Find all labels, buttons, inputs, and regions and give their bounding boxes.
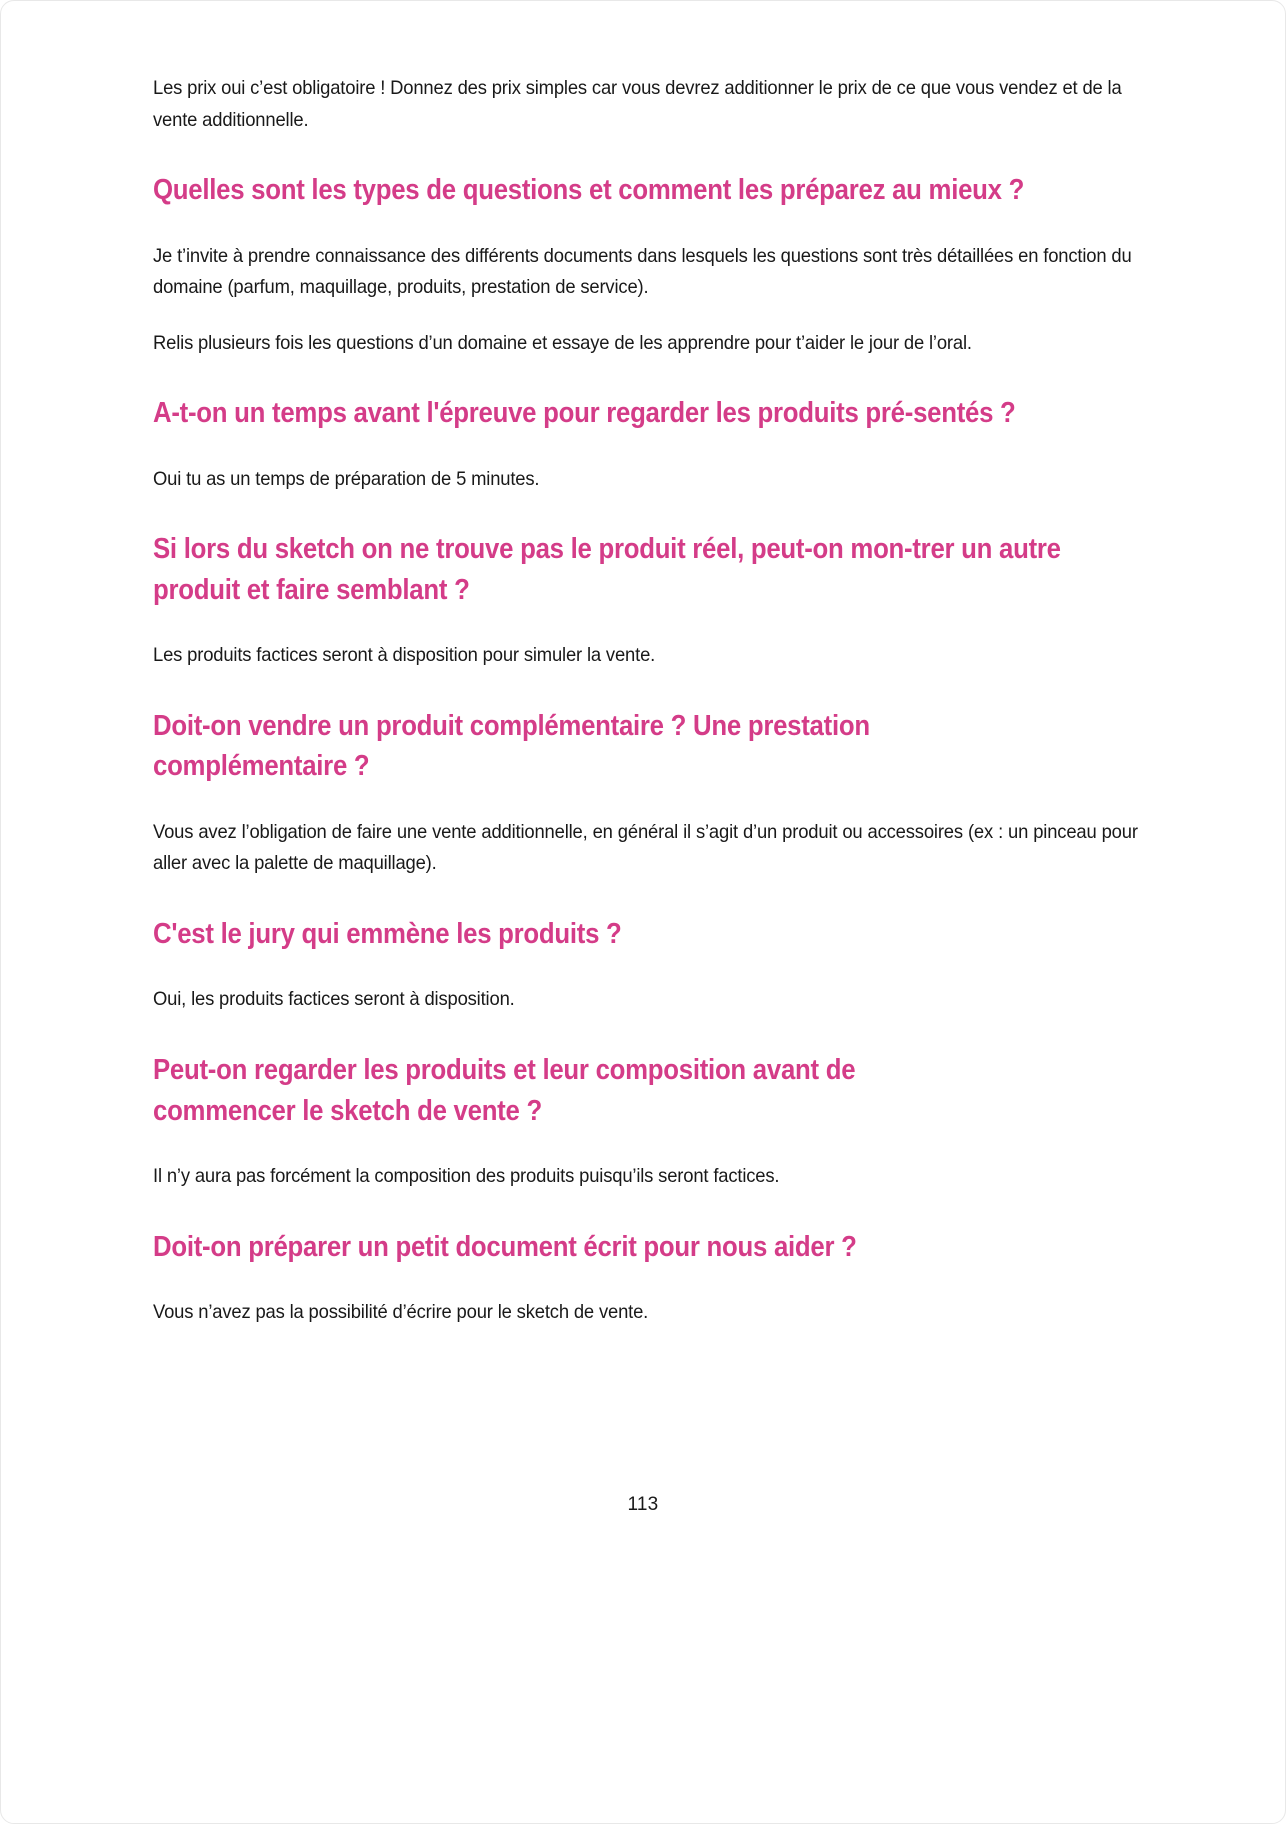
heading-line: Peut-on regarder les produits et leur composition avant de [153,1054,856,1087]
spacer [153,787,1138,817]
paragraph-documents-detail: Je t’invite à prendre connaissance des différents documents dans lesquels les questions sont très détaillées en fonction du domaine (parfum, maquillage, produits, prestation de service). [153,244,1132,299]
spacer [153,304,1138,328]
page-content [153,73,1138,1329]
heading-question-types: Quelles sont les types de questions et comment les préparez au mieux ? [153,174,1025,207]
paragraph-produits-factices-simuler: Les produits factices seront à disposition pour simuler la vente. [153,644,656,667]
spacer [153,1267,1138,1297]
intro-paragraph: Les prix oui c’est obligatoire ! Donnez des prix simples car vous devrez additionner le prix de ce que vous vendez et de la vente additionnelle. [153,77,1122,131]
spacer [153,434,1138,464]
heading-jury-emmene-produits: C'est le jury qui emmène les produits ? [153,918,622,951]
heading-document-ecrit: Doit-on préparer un petit document écrit pour nous aider ? [153,1230,857,1263]
heading-produit-reel-introuvable: Si lors du sketch on ne trouve pas le produit réel, peut-on mon-trer un autre produit et faire semblant ? [153,533,1061,606]
heading-line: commencer le sketch de vente ? [153,1094,542,1127]
heading-regarder-composition [153,1050,1138,1131]
spacer [153,1016,1138,1050]
spacer [153,954,1138,984]
paragraph-relis-questions: Relis plusieurs fois les questions d’un domaine et essaye de les apprendre pour t’aider le jour de l’oral. [153,331,972,354]
paragraph-temps-preparation: Oui tu as un temps de préparation de 5 minutes. [153,467,540,490]
spacer [153,880,1138,914]
page-number: 113 [627,1494,659,1515]
spacer [153,211,1138,241]
spacer [153,1131,1138,1161]
paragraph-vente-additionnelle: Vous avez l’obligation de faire une vente additionnelle, en général il s’agit d’un produit ou accessoires (ex : un pinceau pour aller avec la palette de maquillage). [153,820,1138,875]
heading-temps-avant-epreuve: A-t-on un temps avant l'épreuve pour regarder les produits pré-sentés ? [153,397,1016,430]
paragraph-composition-factices: Il n’y aura pas forcément la composition des produits puisqu’ils seront factices. [153,1165,780,1187]
spacer [153,672,1138,706]
paragraph-factices-disposition: Oui, les produits factices seront à disposition. [153,988,515,1011]
paragraph-pas-ecrire: Vous n’avez pas la possibilité d’écrire pour le sketch de vente. [153,1301,649,1324]
spacer [153,136,1138,170]
heading-line: complémentaire ? [153,750,370,783]
spacer [153,1193,1138,1227]
heading-line: Doit-on vendre un produit complémentaire ? Une prestation [153,709,870,742]
spacer [153,610,1138,640]
spacer [153,495,1138,529]
heading-produit-complementaire [153,706,1138,787]
spacer [153,359,1138,393]
